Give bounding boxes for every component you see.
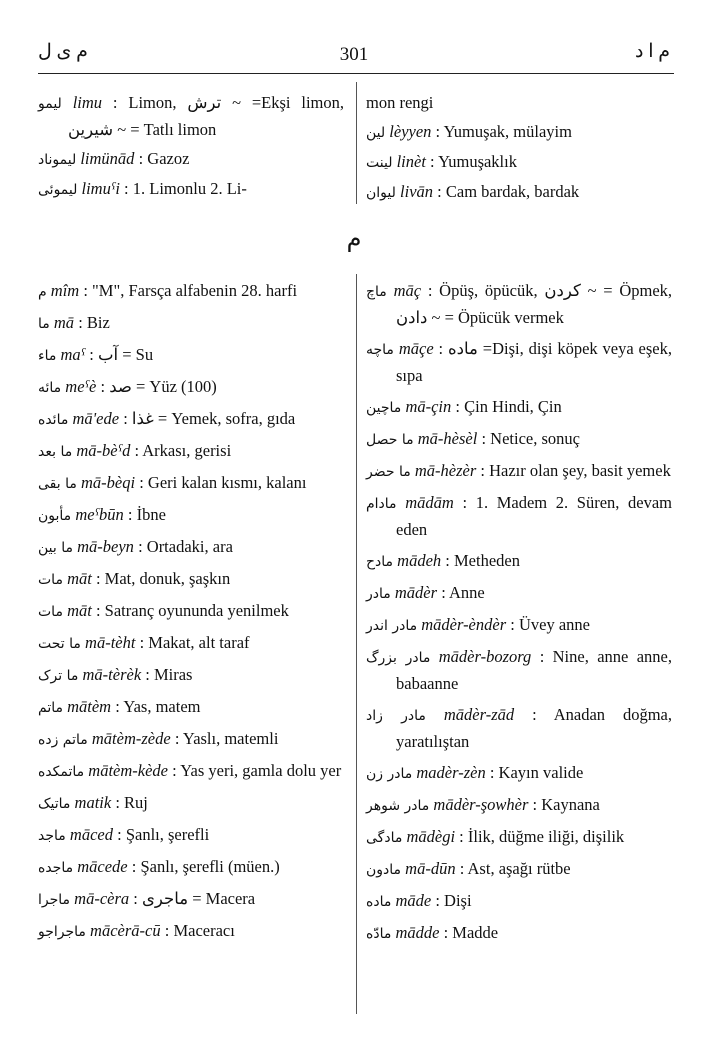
entry-definition: : 1. Madem 2. Süren, devam eden	[396, 493, 673, 539]
dictionary-entry	[38, 886, 344, 913]
entry-definition: : Maceracı	[164, 921, 235, 940]
entry-arabic: ما ترک	[38, 668, 79, 684]
entry-arabic: مادر اندر	[366, 618, 418, 634]
entry-arabic: ماچه	[366, 342, 394, 358]
entry-headword: mā-hèsèl	[417, 429, 478, 448]
entry-arabic: ماده	[366, 894, 392, 910]
entry-headword: lèyyen	[389, 122, 432, 141]
entry-headword: linèt	[396, 152, 426, 171]
entry-headword: māçe	[398, 339, 434, 358]
entry-arabic: مأبون	[38, 508, 72, 524]
running-head-right: م ا د	[634, 41, 670, 62]
entry-arabic: مادح	[366, 554, 394, 570]
entry-headword: mā-bèqi	[81, 473, 136, 492]
entry-definition: : Yaslı, matemli	[174, 729, 279, 748]
entry-definition: : Hazır olan şey, basit yemek	[480, 461, 671, 480]
entry-definition: : İbne	[127, 505, 166, 524]
section-letter: م	[346, 224, 362, 252]
entry-arabic: مادگی	[366, 830, 403, 846]
entry-arabic: ماتم زده	[38, 732, 88, 748]
entry-headword: mā-tèht	[85, 633, 136, 652]
entry-headword: mādèr	[394, 583, 438, 602]
entry-arabic: ماتمکده	[38, 764, 85, 780]
dictionary-entry	[38, 406, 344, 433]
entry-headword: mācèrā-cū	[90, 921, 161, 940]
entry-definition: : ماجری = Macera	[133, 889, 256, 908]
entry-definition: : Arkası, gerisi	[134, 441, 232, 460]
entry-definition: : Netice, sonuç	[481, 429, 580, 448]
dictionary-entry	[366, 888, 672, 915]
entry-headword: māç	[393, 281, 422, 300]
entry-headword: mā-hèzèr	[414, 461, 477, 480]
entry-arabic: ماجراجو	[38, 924, 86, 940]
entry-headword: meˁè	[65, 377, 97, 396]
entry-headword: mîm	[50, 281, 80, 300]
entry-arabic: ما تحت	[38, 636, 81, 652]
column-divider	[356, 274, 357, 1014]
entry-arabic: لیمو	[38, 96, 62, 112]
dictionary-entry	[38, 566, 344, 593]
dictionary-entry	[38, 918, 344, 945]
entry-headword: mā-tèrèk	[82, 665, 142, 684]
entry-definition: : Satranç oyununda yenilmek	[95, 601, 289, 620]
entry-arabic: لیموناد	[38, 152, 77, 168]
entry-definition: : Ruj	[115, 793, 148, 812]
entry-definition: : Ortadaki, ara	[138, 537, 233, 556]
entry-arabic: مادر زن	[366, 766, 413, 782]
page-number: 301	[339, 44, 369, 65]
entry-arabic: مادر زاد	[366, 708, 426, 724]
entry-headword: mādèr-zād	[443, 705, 515, 724]
dictionary-entry	[366, 644, 672, 697]
entry-arabic: ماجرا	[38, 892, 71, 908]
header-rule	[38, 73, 674, 74]
entry-definition: : Gazoz	[138, 149, 190, 168]
entry-definition: : Kayın valide	[489, 763, 584, 782]
entry-definition: : Anadan doğma, yaratılıştan	[396, 705, 672, 751]
dictionary-entry	[366, 490, 672, 543]
entry-definition: : Mat, donuk, şaşkın	[95, 569, 231, 588]
entry-definition: : Makat, alt taraf	[139, 633, 250, 652]
dictionary-entry	[38, 374, 344, 401]
entry-headword: mā	[53, 313, 75, 332]
entry-headword: mādègi	[406, 827, 456, 846]
entry-arabic: مادون	[366, 862, 402, 878]
entry-arabic: لیوان	[366, 185, 396, 201]
entry-headword: meˁbūn	[75, 505, 124, 524]
top-left-column	[38, 90, 344, 206]
entry-headword: madèr-zèn	[416, 763, 486, 782]
entry-headword: mā'ede	[72, 409, 120, 428]
running-head-left: م ی ل	[38, 41, 88, 62]
entry-arabic: ما بین	[38, 540, 73, 556]
dictionary-entry	[38, 502, 344, 529]
entry-arabic: ماچ	[366, 284, 387, 300]
dictionary-entry	[366, 426, 672, 453]
entry-definition: : Anne	[441, 583, 485, 602]
entry-headword: limuˁi	[81, 179, 120, 198]
entry-headword: mā-bèˁd	[76, 441, 131, 460]
dictionary-entry	[38, 758, 344, 785]
entry-definition: : Madde	[443, 923, 499, 942]
dictionary-entry	[38, 630, 344, 657]
entry-definition: : Şanlı, şerefli (müen.)	[131, 857, 280, 876]
entry-definition: : غذا = Yemek, sofra, gıda	[123, 409, 296, 428]
entry-arabic: لین	[366, 125, 386, 141]
entry-arabic: مات	[38, 572, 63, 588]
entry-definition: : Dişi	[435, 891, 472, 910]
dictionary-entry	[366, 548, 672, 575]
entry-definition: : Metheden	[445, 551, 520, 570]
entry-definition: : Yas, matem	[115, 697, 201, 716]
dictionary-entry	[366, 824, 672, 851]
entry-definition: : Biz	[78, 313, 110, 332]
entry-definition: : Üvey anne	[510, 615, 590, 634]
entry-definition: : Öpüş, öpücük, کردن ~ = Öpmek, دادن ~ = Öpücük vermek	[396, 281, 673, 327]
entry-arabic: مادر	[366, 586, 391, 602]
dictionary-entry	[38, 146, 344, 173]
entry-headword: limünād	[80, 149, 135, 168]
entry-definition: : آب = Su	[89, 345, 154, 364]
entry-headword: livān	[400, 182, 434, 201]
entry-arabic: ماتیک	[38, 796, 71, 812]
dictionary-entry	[366, 792, 672, 819]
entry-headword: mādde	[395, 923, 440, 942]
left-column	[38, 278, 344, 950]
entry-definition: : Kaynana	[532, 795, 600, 814]
entry-headword: mācede	[77, 857, 128, 876]
dictionary-entry	[38, 470, 344, 497]
entry-definition: mon rengi	[366, 93, 434, 112]
dictionary-entry	[366, 612, 672, 639]
entry-arabic: ما بقی	[38, 476, 77, 492]
dictionary-entry	[38, 438, 344, 465]
dictionary-entry	[366, 149, 672, 176]
dictionary-entry	[38, 278, 344, 305]
dictionary-entry	[38, 598, 344, 625]
right-column	[366, 278, 672, 952]
dictionary-entry	[366, 702, 672, 755]
entry-arabic: مائه	[38, 380, 62, 396]
entry-arabic: مادر شوهر	[366, 798, 430, 814]
entry-definition: : Yumuşaklık	[430, 152, 517, 171]
entry-headword: mātèm-kède	[88, 761, 169, 780]
entry-definition: : 1. Limonlu 2. Li-	[124, 179, 247, 198]
dictionary-entry	[38, 822, 344, 849]
entry-headword: mātèm-zède	[91, 729, 171, 748]
dictionary-entry	[38, 90, 344, 143]
dictionary-entry	[366, 394, 672, 421]
entry-arabic: مائده	[38, 412, 69, 428]
entry-arabic: ما بعد	[38, 444, 73, 460]
entry-definition: : Limon, ترش ~ =Ekşi limon, شیرین ~ = Tatlı limon	[68, 93, 345, 139]
dictionary-entry	[38, 790, 344, 817]
entry-headword: maˁ	[60, 345, 86, 364]
dictionary-entry	[38, 854, 344, 881]
entry-definition: : Çin Hindi, Çin	[455, 397, 562, 416]
entry-headword: māced	[69, 825, 113, 844]
entry-definition: : Geri kalan kısmı, kalanı	[139, 473, 307, 492]
entry-arabic: مادر بزرگ	[366, 650, 431, 666]
entry-arabic: مادّه	[366, 926, 392, 942]
entry-headword: matik	[74, 793, 112, 812]
dictionary-entry	[366, 760, 672, 787]
entry-headword: limu	[72, 93, 103, 112]
dictionary-entry	[366, 580, 672, 607]
entry-definition: : Yumuşak, mülayim	[435, 122, 572, 141]
dictionary-entry	[38, 726, 344, 753]
dictionary-entry	[38, 694, 344, 721]
entry-arabic: ماجده	[38, 860, 74, 876]
entry-arabic: ماجد	[38, 828, 66, 844]
dictionary-entry	[38, 534, 344, 561]
entry-arabic: مات	[38, 604, 63, 620]
dictionary-entry	[366, 336, 672, 389]
dictionary-entry	[38, 310, 344, 337]
entry-definition: : "M", Farsça alfabenin 28. harfi	[83, 281, 298, 300]
entry-arabic: ما حصل	[366, 432, 414, 448]
dictionary-entry	[366, 278, 672, 331]
entry-headword: mādèr-èndèr	[421, 615, 507, 634]
entry-definition: : İlik, düğme iliği, dişilik	[459, 827, 625, 846]
dictionary-entry	[366, 920, 672, 947]
entry-headword: mā-çin	[405, 397, 452, 416]
top-right-column	[366, 90, 672, 209]
entry-arabic: ما	[38, 316, 50, 332]
entry-arabic: لیموئی	[38, 182, 78, 198]
entry-definition: : Yas yeri, gamla dolu yer	[172, 761, 342, 780]
entry-headword: mādeh	[397, 551, 442, 570]
dictionary-entry	[38, 342, 344, 369]
entry-definition: : Cam bardak, bardak	[437, 182, 580, 201]
entry-headword: mā-beyn	[77, 537, 134, 556]
dictionary-entry	[366, 90, 672, 116]
entry-headword: māde	[395, 891, 432, 910]
dictionary-entry	[366, 458, 672, 485]
entry-arabic: ماچین	[366, 400, 402, 416]
entry-headword: mādèr-bozorg	[438, 647, 532, 666]
dictionary-entry	[366, 856, 672, 883]
entry-arabic: ما حضر	[366, 464, 411, 480]
entry-arabic: مادام	[366, 496, 397, 512]
dictionary-entry	[38, 176, 344, 203]
entry-headword: mātèm	[67, 697, 112, 716]
entry-arabic: م	[38, 284, 47, 300]
dictionary-entry	[38, 662, 344, 689]
entry-definition: : Şanlı, şerefli	[117, 825, 210, 844]
entry-headword: māt	[67, 601, 92, 620]
dictionary-entry	[366, 179, 672, 206]
entry-definition: : صد = Yüz (100)	[100, 377, 217, 396]
entry-headword: mādèr-şowhèr	[433, 795, 529, 814]
column-divider-top	[356, 82, 357, 204]
entry-headword: mā-cèra	[74, 889, 130, 908]
entry-headword: mā-dūn	[405, 859, 456, 878]
entry-definition: : ماده =Dişi, dişi köpek veya eşek, sıpa	[396, 339, 673, 385]
entry-definition: : Ast, aşağı rütbe	[459, 859, 571, 878]
entry-arabic: لینت	[366, 155, 393, 171]
entry-headword: māt	[67, 569, 92, 588]
dictionary-entry	[366, 119, 672, 146]
entry-definition: : Nine, anne anne, babaanne	[396, 647, 673, 693]
entry-headword: mādām	[405, 493, 454, 512]
entry-definition: : Miras	[145, 665, 193, 684]
entry-arabic: ماء	[38, 348, 57, 364]
entry-arabic: ماتم	[38, 700, 63, 716]
